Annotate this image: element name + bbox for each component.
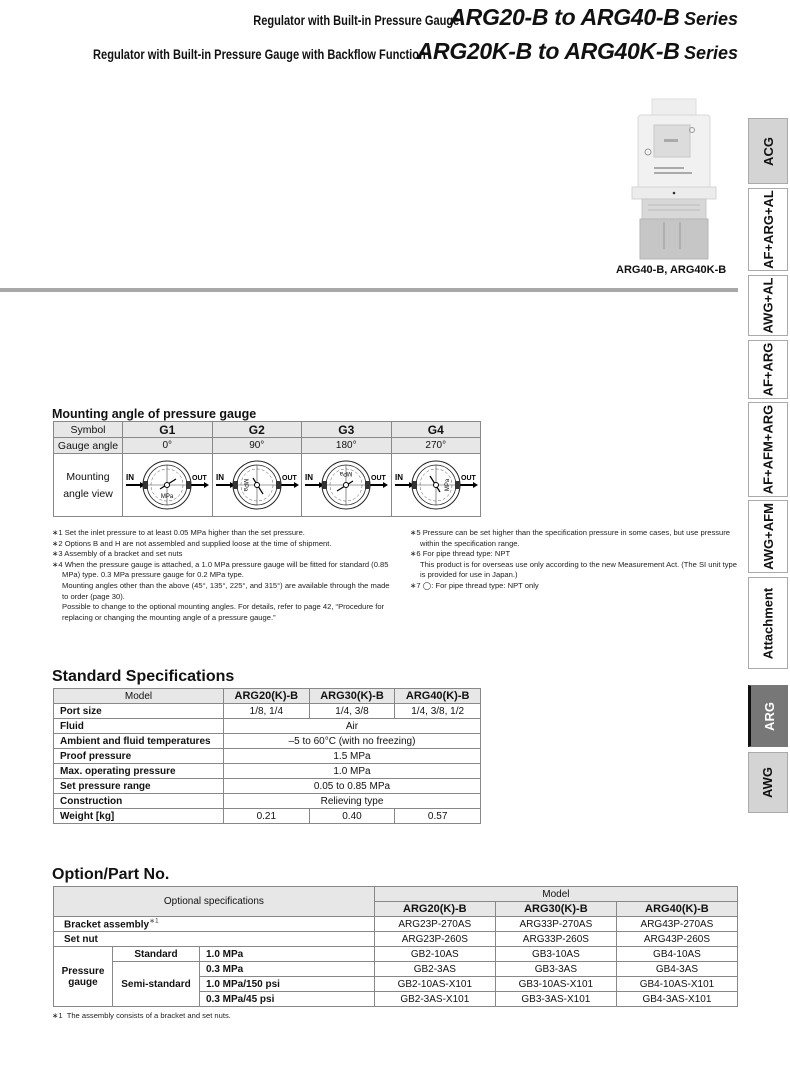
spec-value: 0.21 (224, 809, 310, 824)
angle-g3: 180° (302, 438, 392, 454)
out-label: OUT (371, 475, 387, 482)
part-no: GB2-10AS-X101 (374, 977, 495, 992)
options-table (53, 886, 738, 1007)
part-no: ARG33P-260S (495, 932, 616, 947)
symbol-label: Symbol (54, 422, 123, 438)
specs-header-row (54, 689, 481, 704)
footnote-mark: ∗1 (52, 1011, 63, 1020)
note-mark: ∗4 (52, 559, 63, 569)
note-6-cont: This product is for overseas use only according to the new Measurement Act. (The SI unit type is provided for use in Japan.) (420, 559, 737, 580)
divider-rule (0, 288, 738, 292)
note-4-cont-1: Mounting angles other than the above (45°, 135°, 225°, and 315°) are available through the made to order (page 30). (62, 580, 390, 601)
note-mark: ∗7 (410, 580, 421, 590)
spec-row-construction (54, 794, 481, 809)
spec-label: Max. operating pressure (54, 764, 224, 779)
gauge-units-label: MPa (444, 478, 451, 492)
gauge-angle-label: Gauge angle (54, 438, 123, 454)
title-line-1 (208, 4, 738, 31)
gauge-units-label: MPa (161, 494, 174, 500)
tab-af-arg[interactable] (748, 340, 788, 399)
port-in (412, 481, 417, 489)
spec-label: Fluid (54, 719, 224, 734)
tab-label: AWG (760, 766, 776, 799)
gauge-diagram (393, 456, 479, 514)
specs-table (53, 688, 481, 824)
spec-label: Set pressure range (54, 779, 224, 794)
note-text: Pressure can be set higher than the specification pressure in some cases, but use pressure within the specification range. (420, 528, 731, 548)
part-no: ARG33P-270AS (495, 917, 616, 932)
gauge-diagram (124, 456, 210, 514)
port-in (322, 481, 327, 489)
set-nut-label: Set nut (54, 932, 375, 947)
product-image (624, 97, 724, 260)
part-no: GB3-10AS (495, 947, 616, 962)
part-no: ARG23P-260S (374, 932, 495, 947)
mounting-angle-table (53, 421, 481, 517)
tab-label: ACG (760, 136, 776, 166)
gauge-hub (254, 483, 259, 488)
option-model-arg30: ARG30(K)-B (495, 902, 616, 917)
symbol-row (54, 422, 481, 438)
part-no: GB2-3AS-X101 (374, 992, 495, 1007)
tab-label: ARG (761, 701, 777, 731)
pressure-gauge-label-2: gauge (68, 976, 98, 988)
gauge-hub (433, 483, 438, 488)
title-1-subtitle: Regulator with Built-in Pressure Gauge (252, 13, 459, 28)
view-g2 (212, 454, 302, 517)
spec-value: 1/4, 3/8 (309, 704, 395, 719)
spec-label: Ambient and fluid temperatures (54, 734, 224, 749)
specs-title: Standard Specifications (52, 668, 235, 685)
spec-label: Port size (54, 704, 224, 719)
notes-right (410, 528, 740, 592)
in-label: IN (394, 473, 403, 482)
tab-af-arg-al[interactable] (748, 188, 788, 271)
option-row-gauge-2 (54, 962, 738, 977)
tab-label: AF+AFM+ARG (760, 404, 776, 495)
view-g4 (391, 454, 481, 517)
gauge-units-label: MPa (241, 478, 248, 492)
angle-g1: 0° (123, 438, 213, 454)
title-1-model: ARG20-B to ARG40-B (449, 4, 680, 30)
note-1 (52, 528, 397, 539)
tab-label: AWG+AL (760, 277, 776, 334)
angle-g4: 270° (391, 438, 481, 454)
part-no: GB4-10AS-X101 (616, 977, 737, 992)
note-6 (410, 549, 740, 560)
note-7 (410, 581, 740, 592)
note-mark: ∗6 (410, 549, 421, 559)
spec-label: Weight [kg] (54, 809, 224, 824)
model-arg30: ARG30(K)-B (309, 689, 395, 704)
out-arrowhead-icon (383, 482, 388, 488)
out-label: OUT (460, 475, 476, 482)
notes-left (52, 528, 397, 623)
gauge-hub (344, 483, 349, 488)
title-2-series: Series (683, 43, 738, 63)
mounting-view-label (54, 454, 123, 517)
symbol-g1: G1 (123, 422, 213, 438)
gauge-angle-row (54, 438, 481, 454)
port-out (365, 481, 370, 489)
in-label: IN (126, 473, 135, 482)
option-row-set-nut (54, 932, 738, 947)
footnote-text: The assembly consists of a bracket and set nuts. (66, 1011, 231, 1020)
part-no: GB3-3AS (495, 962, 616, 977)
out-label: OUT (192, 475, 208, 482)
pressure-gauge-label-1: Pressure (61, 965, 105, 977)
angle-g2: 90° (212, 438, 302, 454)
tab-arg[interactable] (748, 685, 788, 747)
note-2 (52, 539, 397, 550)
tab-af-afm-arg[interactable] (748, 402, 788, 497)
port-out (186, 481, 191, 489)
spec-row-weight (54, 809, 481, 824)
spec-row-temperatures (54, 734, 481, 749)
option-row-gauge-1 (54, 947, 738, 962)
options-title: Option/Part No. (52, 866, 170, 883)
note-5 (410, 528, 740, 549)
gauge-units-label: MPa (340, 470, 353, 476)
tab-label: AF+ARG+AL (760, 190, 776, 269)
out-arrowhead-icon (204, 482, 209, 488)
port-out (455, 481, 460, 489)
model-header: Model (374, 887, 737, 902)
gauge-pressure: 1.0 MPa (200, 947, 375, 962)
part-no: ARG23P-270AS (374, 917, 495, 932)
note-3 (52, 549, 397, 560)
mounting-view-label-2: angle view (63, 487, 113, 500)
bracket-label-text: Bracket assembly (64, 919, 150, 931)
view-g1 (123, 454, 213, 517)
gauge-pressure: 0.3 MPa/45 psi (200, 992, 375, 1007)
model-label: Model (54, 689, 224, 704)
note-mark: ∗2 (52, 538, 63, 548)
mounting-angle-title: Mounting angle of pressure gauge (52, 407, 257, 421)
spec-row-max-pressure (54, 764, 481, 779)
spec-row-fluid (54, 719, 481, 734)
note-mark: ∗1 (52, 528, 63, 537)
part-no: GB2-3AS (374, 962, 495, 977)
part-no: GB4-3AS-X101 (616, 992, 737, 1007)
port-in (233, 481, 238, 489)
out-label: OUT (281, 475, 297, 482)
symbol-g2: G2 (212, 422, 302, 438)
tab-label: Attachment (760, 587, 776, 659)
view-g3 (302, 454, 392, 517)
bracket-footnote-mark: ∗1 (149, 918, 159, 926)
tab-awg-al[interactable] (748, 275, 788, 336)
title-1-series: Series (683, 9, 738, 29)
note-text: Options B and H are not assembled and supplied loose at the time of shipment. (64, 538, 332, 548)
note-text: ◯: For pipe thread type: NPT only (422, 580, 539, 590)
option-model-arg40: ARG40(K)-B (616, 902, 737, 917)
note-4-cont-2: Possible to change to the optional mounting angles. For details, refer to page 42, “Procedure for replacing or changing the mounting angle of a pressure gauge.” (62, 602, 385, 622)
gauge-diagram (303, 456, 389, 514)
port-out (276, 481, 281, 489)
mounting-view-label-1: Mounting (66, 470, 110, 483)
title-2-model: ARG20K-B to ARG40K-B (416, 38, 680, 64)
note-text: Set the inlet pressure to at least 0.05 MPa higher than the set pressure. (64, 528, 305, 537)
tab-awg[interactable] (748, 752, 788, 813)
spec-value: 1/4, 3/8, 1/2 (395, 704, 481, 719)
pressure-gauge-label (54, 947, 113, 1007)
part-no: GB4-3AS (616, 962, 737, 977)
gauge-diagram (214, 456, 300, 514)
product-caption: ARG40-B, ARG40K-B (616, 264, 727, 276)
tab-label: AF+ARG (760, 342, 776, 397)
standard-label: Standard (113, 947, 200, 962)
spec-value: Air (224, 719, 481, 734)
note-4 (52, 560, 397, 581)
spec-value: 1/8, 1/4 (224, 704, 310, 719)
spec-value: 0.57 (395, 809, 481, 824)
tab-acg[interactable] (748, 118, 788, 184)
semi-standard-label: Semi-standard (113, 962, 200, 1007)
tab-awg-afm[interactable] (748, 500, 788, 573)
part-no: ARG43P-270AS (616, 917, 737, 932)
in-label: IN (305, 473, 314, 482)
spec-value: –5 to 60°C (with no freezing) (224, 734, 481, 749)
gauge-pressure: 1.0 MPa/150 psi (200, 977, 375, 992)
title-2-subtitle: Regulator with Built-in Pressure Gauge with Backflow Function (93, 47, 427, 62)
mounting-view-row (54, 454, 481, 517)
model-arg20: ARG20(K)-B (224, 689, 310, 704)
part-no: GB3-3AS-X101 (495, 992, 616, 1007)
note-mark: ∗3 (52, 549, 63, 559)
model-arg40: ARG40(K)-B (395, 689, 481, 704)
port-in (143, 481, 148, 489)
optional-spec-header: Optional specifications (54, 887, 375, 917)
part-no: GB4-10AS (616, 947, 737, 962)
spec-label: Proof pressure (54, 749, 224, 764)
part-no: GB2-10AS (374, 947, 495, 962)
out-arrowhead-icon (294, 482, 299, 488)
spec-value: Relieving type (224, 794, 481, 809)
note-text: For pipe thread type: NPT (422, 549, 511, 559)
symbol-g4: G4 (391, 422, 481, 438)
spec-row-proof-pressure (54, 749, 481, 764)
tab-attachment[interactable] (748, 577, 788, 669)
spec-value: 1.0 MPa (224, 764, 481, 779)
option-model-arg20: ARG20(K)-B (374, 902, 495, 917)
note-text: Assembly of a bracket and set nuts (64, 549, 183, 559)
spec-label: Construction (54, 794, 224, 809)
spec-row-port-size (54, 704, 481, 719)
part-no: GB3-10AS-X101 (495, 977, 616, 992)
note-mark: ∗5 (410, 528, 421, 537)
spec-value: 0.40 (309, 809, 395, 824)
options-footnote (52, 1011, 231, 1020)
option-row-bracket (54, 917, 738, 932)
gauge-pressure: 0.3 MPa (200, 962, 375, 977)
note-text: When the pressure gauge is attached, a 1.0 MPa pressure gauge will be fitted for standard (0.85 MPa) type. 0.3 MPa pressure gauge for 0.2 MPa type. (62, 559, 389, 580)
symbol-g3: G3 (302, 422, 392, 438)
options-header-row-1 (54, 887, 738, 902)
spec-row-set-pressure (54, 779, 481, 794)
spec-value: 1.5 MPa (224, 749, 481, 764)
part-no: ARG43P-260S (616, 932, 737, 947)
in-label: IN (215, 473, 224, 482)
spec-value: 0.05 to 0.85 MPa (224, 779, 481, 794)
tab-label: AWG+AFM (760, 503, 776, 570)
out-arrowhead-icon (473, 482, 478, 488)
title-line-2 (20, 38, 738, 65)
bracket-label (54, 917, 375, 932)
gauge-hub (165, 483, 170, 488)
